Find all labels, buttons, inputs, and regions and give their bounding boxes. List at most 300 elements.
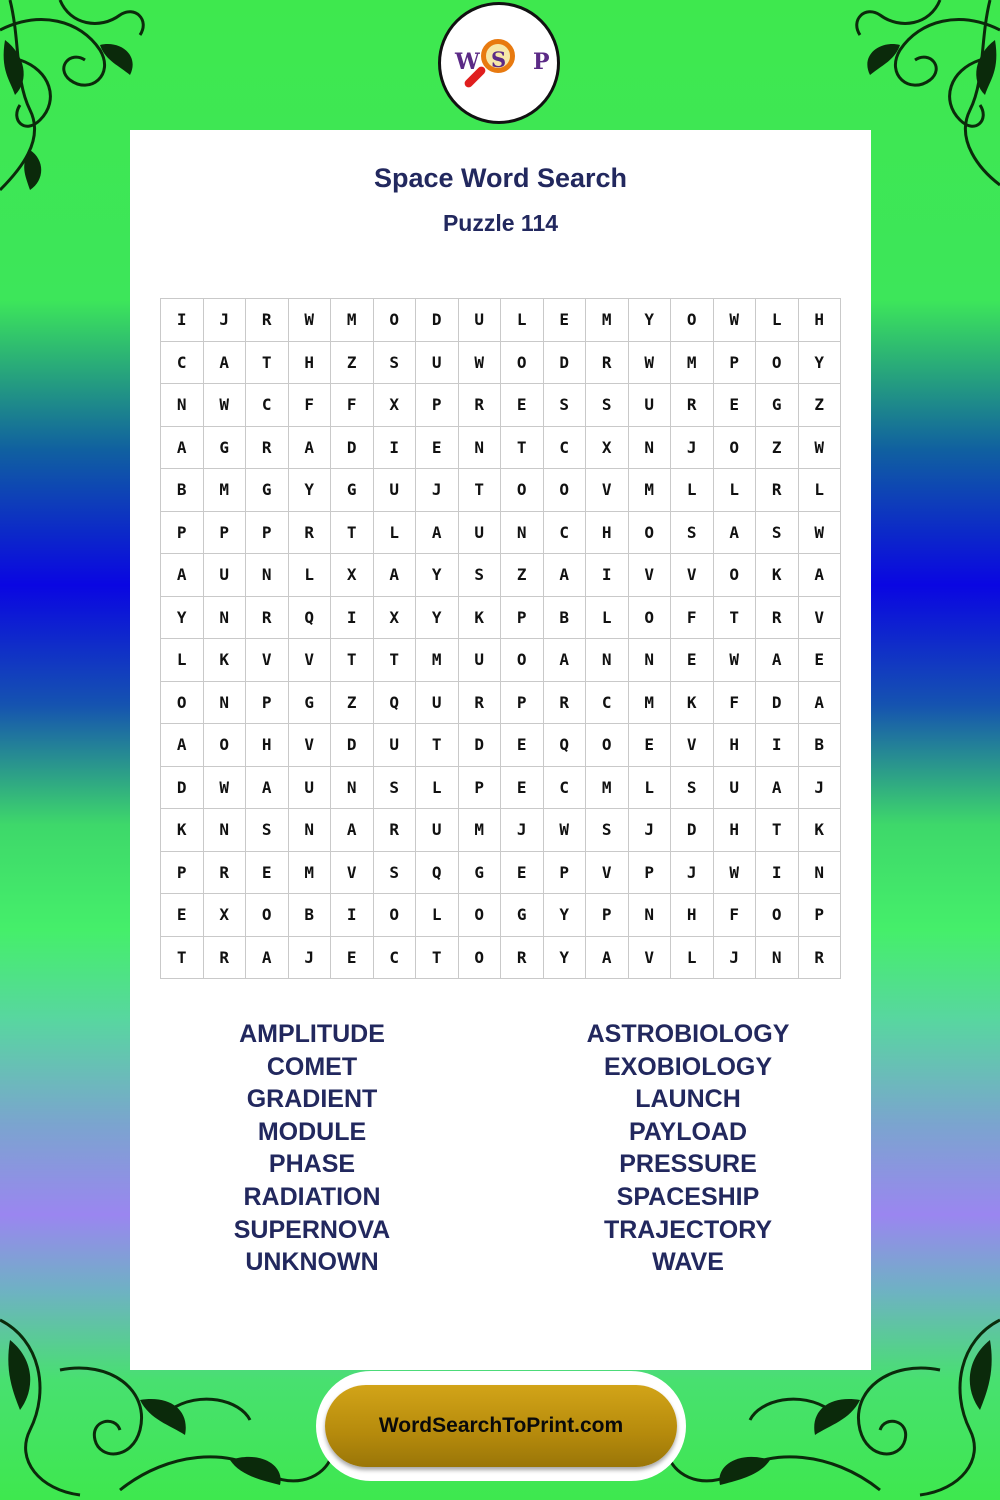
grid-cell[interactable]: D: [416, 299, 459, 342]
grid-cell[interactable]: H: [288, 341, 331, 384]
grid-row: [161, 426, 841, 469]
grid-cell[interactable]: S: [373, 851, 416, 894]
grid-cell[interactable]: K: [798, 809, 841, 852]
grid-cell[interactable]: Z: [798, 384, 841, 427]
grid-cell[interactable]: A: [331, 809, 374, 852]
grid-cell[interactable]: A: [203, 341, 246, 384]
logo-letter-p: P: [533, 49, 550, 75]
grid-cell[interactable]: U: [628, 384, 671, 427]
grid-cell[interactable]: T: [331, 639, 374, 682]
grid-cell[interactable]: L: [713, 469, 756, 512]
grid-cell[interactable]: A: [756, 639, 799, 682]
grid-cell[interactable]: C: [161, 341, 204, 384]
grid-cell[interactable]: O: [373, 894, 416, 937]
grid-cell[interactable]: G: [288, 681, 331, 724]
grid-cell[interactable]: R: [586, 341, 629, 384]
grid-cell[interactable]: Y: [798, 341, 841, 384]
grid-cell[interactable]: N: [628, 894, 671, 937]
grid-row: [161, 554, 841, 597]
grid-cell[interactable]: V: [628, 936, 671, 979]
grid-cell[interactable]: O: [671, 299, 714, 342]
grid-cell[interactable]: O: [543, 469, 586, 512]
grid-cell[interactable]: G: [458, 851, 501, 894]
grid-cell[interactable]: E: [713, 384, 756, 427]
grid-cell[interactable]: A: [543, 639, 586, 682]
grid-cell[interactable]: K: [756, 554, 799, 597]
grid-cell[interactable]: F: [713, 894, 756, 937]
grid-cell[interactable]: T: [416, 936, 459, 979]
grid-cell[interactable]: R: [373, 809, 416, 852]
logo-letter-w: W: [455, 49, 480, 75]
grid-cell[interactable]: M: [203, 469, 246, 512]
grid-cell[interactable]: R: [246, 426, 289, 469]
grid-row: [161, 511, 841, 554]
grid-cell[interactable]: A: [798, 681, 841, 724]
grid-cell[interactable]: S: [246, 809, 289, 852]
grid-cell[interactable]: A: [288, 426, 331, 469]
grid-row: [161, 766, 841, 809]
grid-cell[interactable]: R: [501, 936, 544, 979]
grid-cell[interactable]: T: [373, 639, 416, 682]
grid-cell[interactable]: N: [246, 554, 289, 597]
grid-cell[interactable]: M: [331, 299, 374, 342]
grid-cell[interactable]: Y: [288, 469, 331, 512]
grid-cell[interactable]: G: [331, 469, 374, 512]
grid-cell[interactable]: L: [416, 766, 459, 809]
grid-row: [161, 809, 841, 852]
wsp-logo: [438, 2, 560, 124]
grid-cell[interactable]: V: [671, 724, 714, 767]
grid-cell[interactable]: L: [798, 469, 841, 512]
grid-cell[interactable]: V: [586, 469, 629, 512]
grid-cell[interactable]: P: [246, 681, 289, 724]
grid-cell[interactable]: J: [501, 809, 544, 852]
grid-cell[interactable]: O: [756, 341, 799, 384]
grid-cell[interactable]: L: [586, 596, 629, 639]
grid-cell[interactable]: M: [416, 639, 459, 682]
grid-cell[interactable]: R: [203, 851, 246, 894]
grid-cell[interactable]: N: [628, 639, 671, 682]
grid-cell[interactable]: F: [331, 384, 374, 427]
grid-cell[interactable]: K: [203, 639, 246, 682]
word-list-item: ASTROBIOLOGY: [586, 1020, 790, 1048]
grid-cell[interactable]: H: [713, 724, 756, 767]
grid-cell[interactable]: W: [628, 341, 671, 384]
grid-cell[interactable]: B: [288, 894, 331, 937]
grid-cell[interactable]: E: [161, 894, 204, 937]
grid-cell[interactable]: A: [246, 936, 289, 979]
grid-cell[interactable]: U: [458, 639, 501, 682]
grid-cell[interactable]: O: [458, 894, 501, 937]
grid-cell[interactable]: N: [798, 851, 841, 894]
grid-cell[interactable]: M: [628, 681, 671, 724]
grid-cell[interactable]: B: [543, 596, 586, 639]
grid-cell[interactable]: U: [416, 809, 459, 852]
grid-cell[interactable]: T: [501, 426, 544, 469]
word-list-item: LAUNCH: [635, 1085, 741, 1114]
grid-cell[interactable]: E: [501, 851, 544, 894]
grid-cell[interactable]: M: [586, 766, 629, 809]
grid-cell[interactable]: I: [756, 851, 799, 894]
grid-cell[interactable]: L: [416, 894, 459, 937]
grid-cell[interactable]: P: [543, 851, 586, 894]
word-list-item: PAYLOAD: [628, 1117, 748, 1146]
grid-cell[interactable]: P: [628, 851, 671, 894]
grid-cell[interactable]: E: [331, 936, 374, 979]
grid-cell[interactable]: J: [671, 851, 714, 894]
grid-cell[interactable]: B: [798, 724, 841, 767]
grid-cell[interactable]: V: [288, 724, 331, 767]
grid-cell[interactable]: P: [586, 894, 629, 937]
grid-cell[interactable]: Z: [331, 341, 374, 384]
grid-cell[interactable]: O: [586, 724, 629, 767]
grid-cell[interactable]: X: [586, 426, 629, 469]
grid-cell[interactable]: W: [798, 511, 841, 554]
grid-cell[interactable]: W: [713, 639, 756, 682]
grid-cell[interactable]: E: [543, 299, 586, 342]
word-list-right: [523, 1018, 853, 1279]
grid-cell[interactable]: W: [288, 299, 331, 342]
grid-cell[interactable]: R: [246, 299, 289, 342]
grid-cell[interactable]: V: [246, 639, 289, 682]
grid-cell[interactable]: I: [586, 554, 629, 597]
website-label[interactable]: WordSearchToPrint.com: [325, 1385, 677, 1467]
grid-cell[interactable]: O: [161, 681, 204, 724]
grid-cell[interactable]: D: [671, 809, 714, 852]
grid-cell[interactable]: E: [501, 724, 544, 767]
grid-cell[interactable]: L: [671, 469, 714, 512]
grid-cell[interactable]: N: [331, 766, 374, 809]
grid-cell[interactable]: M: [671, 341, 714, 384]
grid-cell[interactable]: N: [458, 426, 501, 469]
grid-row: [161, 596, 841, 639]
grid-cell[interactable]: O: [203, 724, 246, 767]
grid-cell[interactable]: N: [628, 426, 671, 469]
grid-row: [161, 299, 841, 342]
grid-cell[interactable]: V: [586, 851, 629, 894]
grid-cell[interactable]: A: [161, 554, 204, 597]
grid-cell[interactable]: Y: [416, 554, 459, 597]
grid-row: [161, 681, 841, 724]
grid-cell[interactable]: I: [331, 894, 374, 937]
grid-cell[interactable]: L: [161, 639, 204, 682]
grid-row: [161, 724, 841, 767]
grid-cell[interactable]: O: [713, 554, 756, 597]
grid-cell[interactable]: E: [416, 426, 459, 469]
page-title: Space Word Search: [373, 163, 628, 193]
grid-cell[interactable]: R: [671, 384, 714, 427]
grid-cell[interactable]: R: [246, 596, 289, 639]
grid-cell[interactable]: E: [501, 766, 544, 809]
grid-cell[interactable]: V: [671, 554, 714, 597]
grid-cell[interactable]: C: [246, 384, 289, 427]
grid-cell[interactable]: N: [288, 809, 331, 852]
grid-cell[interactable]: O: [246, 894, 289, 937]
grid-cell[interactable]: P: [161, 511, 204, 554]
grid-cell[interactable]: S: [671, 511, 714, 554]
grid-cell[interactable]: N: [756, 936, 799, 979]
grid-row: [161, 894, 841, 937]
grid-cell[interactable]: A: [373, 554, 416, 597]
grid-cell[interactable]: S: [586, 809, 629, 852]
grid-cell[interactable]: E: [628, 724, 671, 767]
grid-cell[interactable]: C: [543, 426, 586, 469]
grid-cell[interactable]: P: [501, 596, 544, 639]
grid-cell[interactable]: W: [713, 299, 756, 342]
grid-cell[interactable]: P: [161, 851, 204, 894]
grid-cell[interactable]: N: [501, 511, 544, 554]
grid-cell[interactable]: H: [671, 894, 714, 937]
grid-cell[interactable]: M: [288, 851, 331, 894]
grid-row: [161, 851, 841, 894]
grid-cell[interactable]: L: [756, 299, 799, 342]
grid-cell[interactable]: O: [628, 596, 671, 639]
grid-cell[interactable]: D: [543, 341, 586, 384]
grid-cell[interactable]: Y: [416, 596, 459, 639]
grid-cell[interactable]: C: [586, 681, 629, 724]
grid-cell[interactable]: Y: [628, 299, 671, 342]
grid-cell[interactable]: F: [288, 384, 331, 427]
grid-cell[interactable]: J: [628, 809, 671, 852]
grid-cell[interactable]: R: [458, 384, 501, 427]
grid-cell[interactable]: P: [798, 894, 841, 937]
grid-cell[interactable]: F: [713, 681, 756, 724]
grid-cell[interactable]: G: [203, 426, 246, 469]
grid-cell[interactable]: Z: [756, 426, 799, 469]
grid-cell[interactable]: A: [713, 511, 756, 554]
grid-cell[interactable]: A: [416, 511, 459, 554]
grid-cell[interactable]: O: [628, 511, 671, 554]
grid-cell[interactable]: K: [458, 596, 501, 639]
grid-cell[interactable]: Y: [543, 894, 586, 937]
grid-cell[interactable]: U: [416, 681, 459, 724]
grid-cell[interactable]: H: [586, 511, 629, 554]
grid-cell[interactable]: I: [756, 724, 799, 767]
grid-cell[interactable]: X: [373, 384, 416, 427]
grid-cell[interactable]: E: [501, 384, 544, 427]
grid-cell[interactable]: J: [713, 936, 756, 979]
grid-cell[interactable]: S: [373, 341, 416, 384]
grid-cell[interactable]: G: [246, 469, 289, 512]
grid-cell[interactable]: J: [416, 469, 459, 512]
grid-cell[interactable]: V: [331, 851, 374, 894]
word-list-item: WAVE: [652, 1248, 724, 1277]
word-list-item: SUPERNOVA: [233, 1215, 391, 1244]
grid-cell[interactable]: Y: [161, 596, 204, 639]
grid-cell[interactable]: O: [501, 341, 544, 384]
grid-cell[interactable]: S: [373, 766, 416, 809]
grid-cell[interactable]: A: [161, 724, 204, 767]
grid-cell[interactable]: F: [671, 596, 714, 639]
grid-cell[interactable]: P: [458, 766, 501, 809]
grid-cell[interactable]: R: [756, 596, 799, 639]
puzzle-sheet: [130, 130, 871, 1370]
word-list-item: COMET: [266, 1052, 358, 1081]
grid-cell[interactable]: D: [331, 724, 374, 767]
grid-cell[interactable]: M: [458, 809, 501, 852]
grid-cell[interactable]: R: [798, 936, 841, 979]
grid-cell[interactable]: N: [161, 384, 204, 427]
grid-cell[interactable]: Q: [288, 596, 331, 639]
grid-cell[interactable]: V: [798, 596, 841, 639]
grid-cell[interactable]: Q: [543, 724, 586, 767]
grid-cell[interactable]: L: [671, 936, 714, 979]
word-list-item: UNKNOWN: [245, 1248, 379, 1277]
grid-cell[interactable]: U: [373, 724, 416, 767]
grid-cell[interactable]: R: [543, 681, 586, 724]
grid-cell[interactable]: H: [713, 809, 756, 852]
grid-cell[interactable]: P: [501, 681, 544, 724]
grid-cell[interactable]: W: [713, 851, 756, 894]
grid-cell[interactable]: P: [713, 341, 756, 384]
grid-cell[interactable]: A: [586, 936, 629, 979]
grid-cell[interactable]: W: [458, 341, 501, 384]
grid-cell[interactable]: S: [756, 511, 799, 554]
grid-row: [161, 936, 841, 979]
word-list-item: TRAJECTORY: [603, 1215, 773, 1244]
grid-cell[interactable]: T: [713, 596, 756, 639]
grid-cell[interactable]: U: [458, 299, 501, 342]
grid-cell[interactable]: W: [203, 384, 246, 427]
grid-cell[interactable]: E: [798, 639, 841, 682]
grid-cell[interactable]: S: [671, 766, 714, 809]
logo-letter-s: S: [491, 47, 507, 72]
grid-cell[interactable]: H: [246, 724, 289, 767]
grid-cell[interactable]: C: [543, 766, 586, 809]
grid-cell[interactable]: G: [501, 894, 544, 937]
grid-row: [161, 639, 841, 682]
grid-cell[interactable]: P: [203, 511, 246, 554]
grid-cell[interactable]: L: [288, 554, 331, 597]
grid-cell[interactable]: Q: [416, 851, 459, 894]
grid-cell[interactable]: U: [288, 766, 331, 809]
grid-cell[interactable]: D: [331, 426, 374, 469]
grid-cell[interactable]: T: [161, 936, 204, 979]
grid-cell[interactable]: M: [586, 299, 629, 342]
grid-cell[interactable]: S: [458, 554, 501, 597]
grid-cell[interactable]: J: [203, 299, 246, 342]
letter-grid: [160, 298, 841, 979]
word-list-item: RADIATION: [243, 1182, 381, 1211]
grid-cell[interactable]: I: [161, 299, 204, 342]
grid-cell[interactable]: I: [373, 426, 416, 469]
grid-cell[interactable]: N: [203, 596, 246, 639]
grid-cell[interactable]: S: [586, 384, 629, 427]
word-list-item: EXOBIOLOGY: [603, 1052, 773, 1081]
grid-cell[interactable]: U: [373, 469, 416, 512]
grid-cell[interactable]: Y: [543, 936, 586, 979]
word-list-item: PRESSURE: [619, 1150, 757, 1179]
grid-cell[interactable]: A: [161, 426, 204, 469]
word-list-item: AMPLITUDE: [239, 1020, 385, 1048]
grid-cell[interactable]: E: [671, 639, 714, 682]
grid-cell[interactable]: D: [161, 766, 204, 809]
grid-cell[interactable]: O: [458, 936, 501, 979]
grid-cell[interactable]: W: [798, 426, 841, 469]
grid-cell[interactable]: J: [671, 426, 714, 469]
grid-cell[interactable]: I: [331, 596, 374, 639]
grid-cell[interactable]: A: [798, 554, 841, 597]
website-badge: [316, 1371, 686, 1481]
grid-cell[interactable]: C: [543, 511, 586, 554]
grid-cell[interactable]: V: [288, 639, 331, 682]
grid-cell[interactable]: H: [798, 299, 841, 342]
grid-cell[interactable]: L: [501, 299, 544, 342]
grid-row: [161, 384, 841, 427]
grid-row: [161, 341, 841, 384]
grid-cell[interactable]: B: [161, 469, 204, 512]
grid-cell[interactable]: D: [458, 724, 501, 767]
grid-cell[interactable]: U: [203, 554, 246, 597]
grid-cell[interactable]: A: [756, 766, 799, 809]
grid-cell[interactable]: O: [501, 469, 544, 512]
grid-cell[interactable]: G: [756, 384, 799, 427]
grid-cell[interactable]: A: [543, 554, 586, 597]
grid-row: [161, 469, 841, 512]
grid-cell[interactable]: O: [756, 894, 799, 937]
grid-cell[interactable]: T: [416, 724, 459, 767]
grid-cell[interactable]: X: [331, 554, 374, 597]
grid-cell[interactable]: D: [756, 681, 799, 724]
grid-cell[interactable]: N: [203, 681, 246, 724]
grid-cell[interactable]: M: [628, 469, 671, 512]
grid-cell[interactable]: R: [203, 936, 246, 979]
grid-cell[interactable]: W: [203, 766, 246, 809]
grid-cell[interactable]: U: [713, 766, 756, 809]
grid-cell[interactable]: Z: [331, 681, 374, 724]
grid-cell[interactable]: T: [331, 511, 374, 554]
grid-cell[interactable]: W: [543, 809, 586, 852]
grid-cell[interactable]: O: [501, 639, 544, 682]
puzzle-number: Puzzle 114: [442, 210, 559, 236]
word-list-left: [147, 1018, 477, 1279]
grid-cell[interactable]: T: [756, 809, 799, 852]
grid-cell[interactable]: Z: [501, 554, 544, 597]
grid-cell[interactable]: X: [203, 894, 246, 937]
grid-cell[interactable]: P: [416, 384, 459, 427]
grid-cell[interactable]: J: [288, 936, 331, 979]
grid-cell[interactable]: K: [671, 681, 714, 724]
grid-cell[interactable]: R: [756, 469, 799, 512]
grid-cell[interactable]: O: [713, 426, 756, 469]
grid-cell[interactable]: V: [628, 554, 671, 597]
word-list-item: SPACESHIP: [616, 1182, 760, 1211]
grid-cell[interactable]: U: [458, 511, 501, 554]
grid-cell[interactable]: K: [161, 809, 204, 852]
grid-cell[interactable]: X: [373, 596, 416, 639]
grid-cell[interactable]: E: [246, 851, 289, 894]
grid-cell[interactable]: R: [458, 681, 501, 724]
grid-cell[interactable]: L: [373, 511, 416, 554]
word-list-item: MODULE: [257, 1117, 367, 1146]
grid-cell[interactable]: T: [246, 341, 289, 384]
grid-cell[interactable]: A: [246, 766, 289, 809]
grid-cell[interactable]: S: [543, 384, 586, 427]
grid-cell[interactable]: U: [416, 341, 459, 384]
grid-cell[interactable]: N: [203, 809, 246, 852]
grid-cell[interactable]: C: [373, 936, 416, 979]
grid-cell[interactable]: O: [373, 299, 416, 342]
word-list-item: PHASE: [268, 1150, 356, 1179]
grid-cell[interactable]: J: [798, 766, 841, 809]
grid-cell[interactable]: N: [586, 639, 629, 682]
grid-cell[interactable]: L: [628, 766, 671, 809]
word-list-item: GRADIENT: [246, 1085, 378, 1114]
grid-cell[interactable]: Q: [373, 681, 416, 724]
grid-cell[interactable]: R: [288, 511, 331, 554]
grid-cell[interactable]: P: [246, 511, 289, 554]
grid-cell[interactable]: T: [458, 469, 501, 512]
